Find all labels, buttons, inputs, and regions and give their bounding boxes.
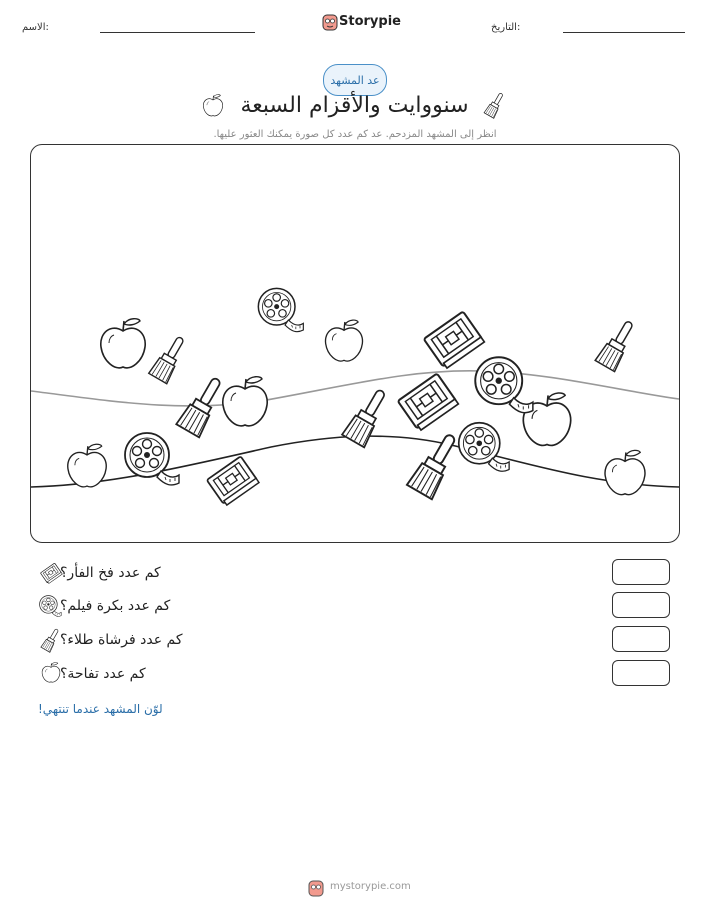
mousetrap-icon — [424, 311, 485, 369]
page-title: سنووايت والأقزام السبعة — [240, 93, 469, 118]
scene-frame — [30, 144, 680, 543]
name-label: الاسم: — [22, 22, 49, 33]
film-reel-icon — [38, 594, 62, 618]
apple-icon — [68, 444, 107, 487]
apple-icon — [223, 377, 267, 426]
paintbrush-icon — [149, 333, 190, 384]
apple-icon — [200, 93, 226, 119]
apple-icon — [605, 450, 645, 494]
question-paintbrush: كم عدد فرشاة طلاء؟ — [60, 632, 183, 648]
name-line[interactable] — [100, 32, 255, 33]
question-film-reel: كم عدد بكرة فيلم؟ — [60, 598, 171, 614]
mousetrap-icon — [398, 373, 459, 431]
film-reel-icon — [125, 433, 179, 485]
mousetrap-icon — [207, 456, 259, 506]
paintbrush-icon — [481, 91, 509, 119]
brand-logo — [322, 13, 401, 33]
instructions: انظر إلى المشهد المزدحم. عد كم عدد كل صورة يمكنك العثور عليها. — [213, 129, 497, 140]
date-line[interactable] — [563, 32, 685, 33]
question-mousetrap: كم عدد فخ الفأر؟ — [60, 565, 161, 581]
question-apple: كم عدد تفاحة؟ — [60, 666, 146, 682]
apple-icon — [325, 320, 362, 361]
scene-drawing — [31, 145, 679, 542]
film-reel-icon — [459, 423, 509, 472]
hill-line-back — [31, 371, 679, 406]
footer-url[interactable]: mystorypie.com — [330, 881, 411, 892]
storypie-logo-icon — [322, 13, 338, 31]
paintbrush-icon — [342, 385, 393, 448]
film-reel-icon — [475, 357, 533, 412]
answer-box-apple[interactable] — [612, 660, 670, 686]
storypie-logo-icon — [308, 879, 324, 897]
activity-badge: عد المشهد — [323, 64, 387, 96]
date-label: التاريخ: — [491, 22, 521, 33]
apple-icon — [101, 319, 145, 368]
answer-box-paintbrush[interactable] — [612, 626, 670, 652]
apple-icon — [523, 393, 570, 445]
color-instruction: لوّن المشهد عندما تنتهي! — [38, 702, 163, 716]
film-reel-icon — [258, 288, 303, 331]
brand-name: Storypie — [339, 14, 401, 29]
answer-box-film-reel[interactable] — [612, 592, 670, 618]
paintbrush-icon — [595, 317, 640, 372]
answer-box-mousetrap[interactable] — [612, 559, 670, 585]
